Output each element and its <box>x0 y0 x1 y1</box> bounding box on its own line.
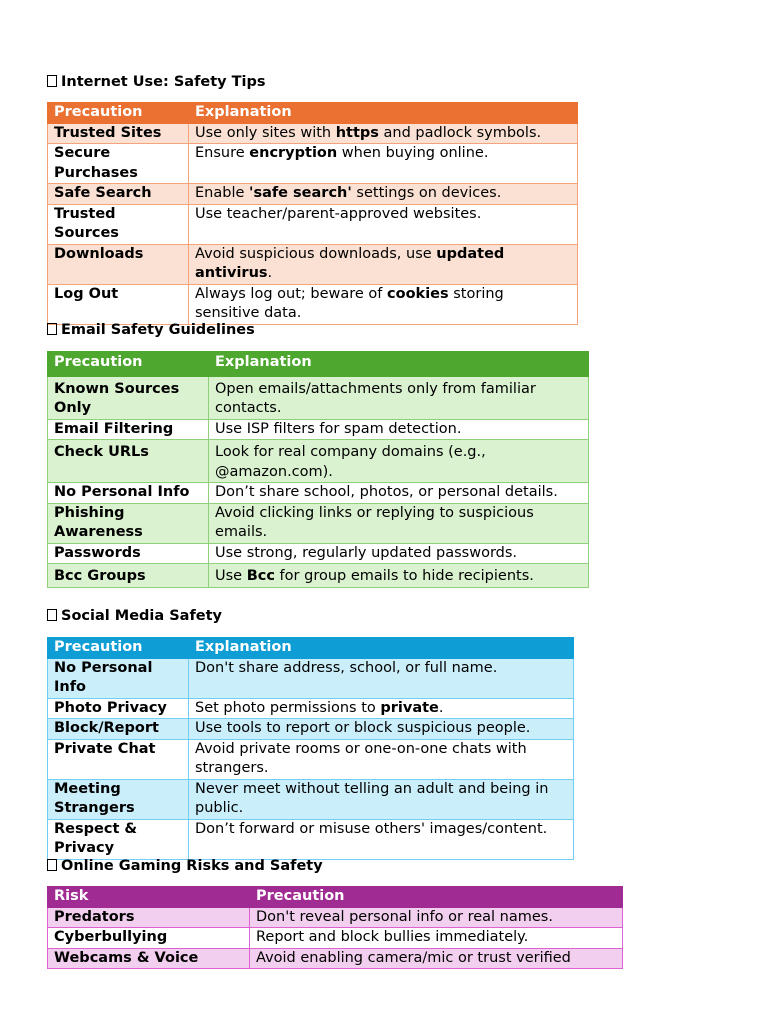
emphasis-text: 'safe search' <box>249 185 352 201</box>
emphasis-text: private <box>380 699 439 716</box>
section-heading-internet: Internet Use: Safety Tips <box>47 72 266 92</box>
table-row <box>48 658 574 698</box>
column-header: Explanation <box>189 638 574 659</box>
table-row <box>48 779 574 819</box>
explanation-cell: Enable 'safe search' settings on devices. <box>189 184 578 205</box>
precaution-cell: Report and block bullies immediately. <box>250 928 623 949</box>
table-row <box>48 144 578 184</box>
table-row <box>48 719 574 740</box>
precaution-cell: No Personal Info <box>48 658 189 698</box>
table-row <box>48 440 589 483</box>
missing-glyph-icon <box>47 609 57 621</box>
table-row <box>48 204 578 244</box>
table-row <box>48 483 589 504</box>
precaution-cell: Downloads <box>48 244 189 284</box>
precaution-cell: Log Out <box>48 284 189 324</box>
table-row <box>48 376 589 419</box>
explanation-cell: Open emails/attachments only from familiar contacts. <box>209 376 589 419</box>
column-header: Precaution <box>48 638 189 659</box>
precaution-cell: Photo Privacy <box>48 698 189 719</box>
table-row <box>48 123 578 144</box>
emphasis-text: encryption <box>249 145 338 161</box>
explanation-cell: Use Bcc for group emails to hide recipients. <box>209 564 589 588</box>
precaution-cell: Bcc Groups <box>48 564 209 588</box>
social-media-table <box>47 637 574 860</box>
table-header-row <box>48 638 574 659</box>
table-header-row <box>48 103 578 124</box>
precaution-cell: Trusted Sources <box>48 204 189 244</box>
precaution-cell: Secure Purchases <box>48 144 189 184</box>
precaution-cell: Avoid enabling camera/mic or trust verified <box>250 948 623 969</box>
section-heading-social: Social Media Safety <box>47 606 222 626</box>
explanation-cell: Use teacher/parent-approved websites. <box>189 204 578 244</box>
internet-safety-table <box>47 102 578 325</box>
explanation-cell: Don’t share school, photos, or personal details. <box>209 483 589 504</box>
explanation-cell: Use only sites with https and padlock symbols. <box>189 123 578 144</box>
emphasis-text: Bcc <box>246 568 275 584</box>
table-row <box>48 739 574 779</box>
precaution-cell: Safe Search <box>48 184 189 205</box>
table-row <box>48 284 578 324</box>
precaution-cell: Trusted Sites <box>48 123 189 144</box>
risk-cell: Cyberbullying <box>48 928 250 949</box>
explanation-cell: Avoid clicking links or replying to suspicious emails. <box>209 503 589 543</box>
table-row <box>48 184 578 205</box>
explanation-cell: Avoid suspicious downloads, use updated antivirus. <box>189 244 578 284</box>
precaution-cell: Respect & Privacy <box>48 819 189 859</box>
precaution-cell: Known Sources Only <box>48 376 209 419</box>
table-row <box>48 564 589 588</box>
precaution-cell: Check URLs <box>48 440 209 483</box>
emphasis-text: cookies <box>387 285 449 302</box>
explanation-cell: Ensure encryption when buying online. <box>189 144 578 184</box>
gaming-safety-table <box>47 886 623 969</box>
table-row <box>48 543 589 564</box>
explanation-cell: Always log out; beware of cookies storing sensitive data. <box>189 284 578 324</box>
column-header: Precaution <box>250 887 623 908</box>
explanation-cell: Use strong, regularly updated passwords. <box>209 543 589 564</box>
emphasis-text: updated antivirus <box>195 245 505 281</box>
explanation-cell: Never meet without telling an adult and being in public. <box>189 779 574 819</box>
email-safety-table <box>47 351 589 588</box>
missing-glyph-icon <box>47 859 57 871</box>
precaution-cell: Email Filtering <box>48 419 209 440</box>
table-row <box>48 948 623 969</box>
explanation-cell: Use tools to report or block suspicious people. <box>189 719 574 740</box>
table-header-row <box>48 887 623 908</box>
precaution-cell: No Personal Info <box>48 483 209 504</box>
explanation-cell: Avoid private rooms or one-on-one chats with strangers. <box>189 739 574 779</box>
column-header: Risk <box>48 887 250 908</box>
precaution-cell: Don't reveal personal info or real names. <box>250 907 623 928</box>
table-row <box>48 928 623 949</box>
precaution-cell: Passwords <box>48 543 209 564</box>
precaution-cell: Phishing Awareness <box>48 503 209 543</box>
explanation-cell: Use ISP filters for spam detection. <box>209 419 589 440</box>
table-row <box>48 698 574 719</box>
precaution-cell: Private Chat <box>48 739 189 779</box>
risk-cell: Webcams & Voice <box>48 948 250 969</box>
precaution-cell: Meeting Strangers <box>48 779 189 819</box>
precaution-cell: Block/Report <box>48 719 189 740</box>
risk-cell: Predators <box>48 907 250 928</box>
table-row <box>48 244 578 284</box>
table-row <box>48 419 589 440</box>
explanation-cell: Set photo permissions to private. <box>189 698 574 719</box>
column-header: Explanation <box>209 352 589 377</box>
explanation-cell: Look for real company domains (e.g., @amazon.com). <box>209 440 589 483</box>
explanation-cell: Don't share address, school, or full name. <box>189 658 574 698</box>
column-header: Precaution <box>48 103 189 124</box>
table-row <box>48 907 623 928</box>
explanation-cell: Don’t forward or misuse others' images/content. <box>189 819 574 859</box>
section-heading-gaming: Online Gaming Risks and Safety <box>47 856 323 876</box>
missing-glyph-icon <box>47 323 57 335</box>
column-header: Explanation <box>189 103 578 124</box>
missing-glyph-icon <box>47 75 57 87</box>
table-row <box>48 819 574 859</box>
table-row <box>48 503 589 543</box>
emphasis-text: https <box>335 124 379 141</box>
column-header: Precaution <box>48 352 209 377</box>
table-header-row <box>48 352 589 377</box>
section-heading-email: Email Safety Guidelines <box>47 320 255 340</box>
